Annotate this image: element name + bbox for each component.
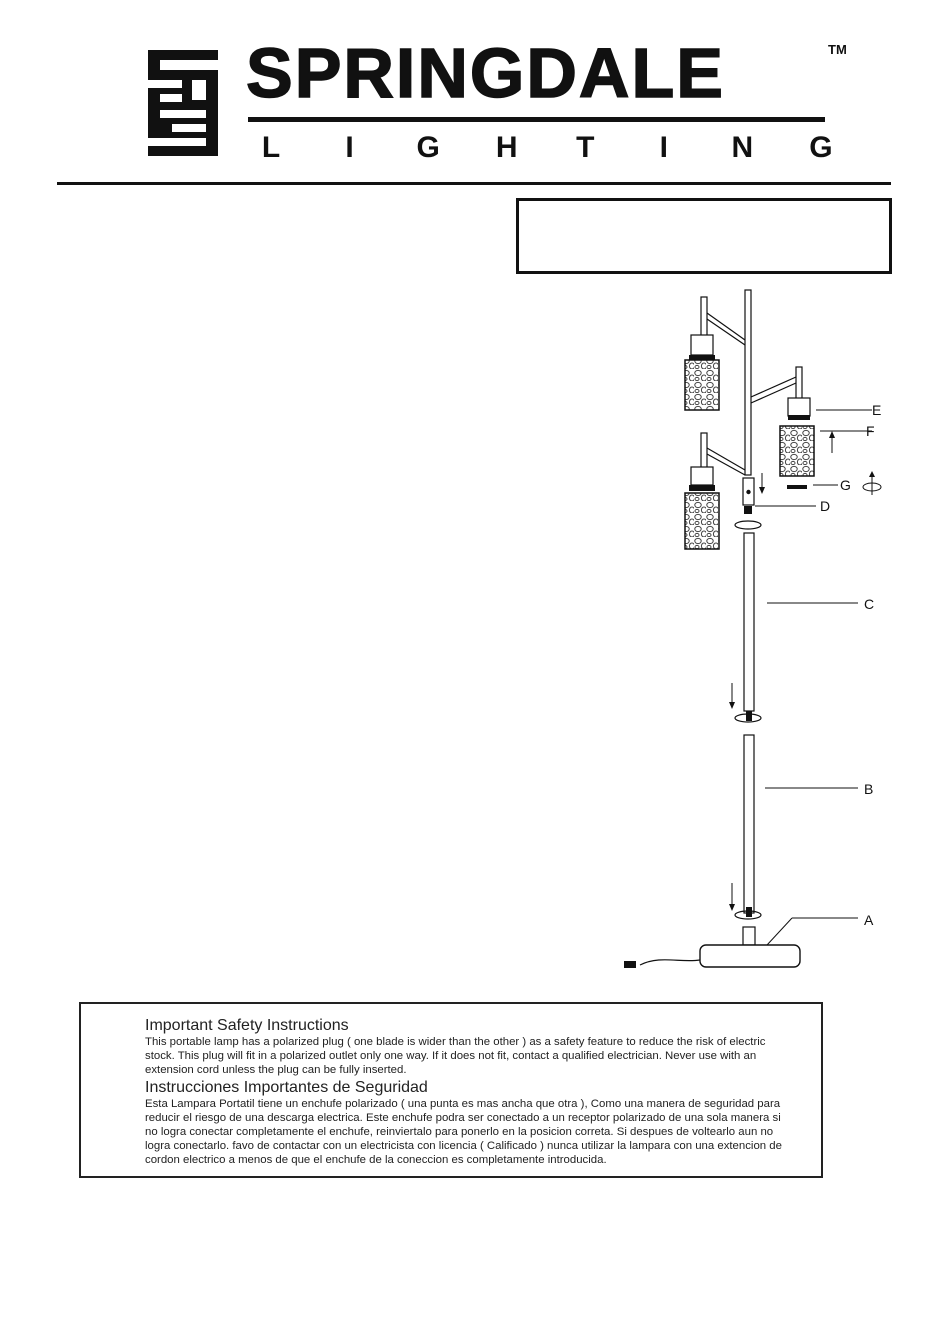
part-label-d: D <box>820 498 831 514</box>
brand-logo-mark <box>148 50 218 156</box>
model-number-box <box>516 198 892 274</box>
power-cord <box>640 960 700 965</box>
pole-section-c <box>744 533 754 711</box>
brand-name: SPRINGDALE <box>246 34 725 112</box>
plug <box>624 961 636 968</box>
part-label-b: B <box>864 781 874 797</box>
brand-subtitle-letter: T <box>576 131 595 164</box>
part-label-a: A <box>864 912 874 928</box>
glass-shade-lower-left <box>685 493 719 549</box>
socket-upper-left <box>691 335 713 355</box>
safety-instructions-box <box>79 1002 823 1178</box>
shade-ring <box>787 485 807 489</box>
lamp-assembly-diagram <box>610 285 900 975</box>
brand-subtitle-letter: G <box>809 131 833 164</box>
brand-trademark: TM <box>828 42 847 57</box>
brand-subtitle-letter: I <box>659 131 668 164</box>
safety-body-english: This portable lamp has a polarized plug ( one blade is wider than the other ) as a safety feature to reduce the risk of electric stock. This plug will fit in a polarized outlet only one way. If it does not fit, contact a qualified electrician. Never use with an extension cord unless the plug can be fully inserted. <box>145 1036 766 1077</box>
upper-pole <box>745 290 751 475</box>
part-label-e: E <box>872 402 882 418</box>
safety-heading-spanish: Instrucciones Importantes de Seguridad <box>145 1078 428 1096</box>
header-divider <box>57 182 891 185</box>
socket-right <box>788 398 810 416</box>
brand-subtitle <box>256 132 836 164</box>
socket-ring <box>689 485 715 491</box>
safety-body-spanish: Esta Lampara Portatil tiene un enchufe polarizado ( una punta es mas ancha que otra ), Como una manera de seguridad para reducir el riesgo de una descarga electrica. Este enchufe podra ser conectado a un receptor polarizado de una sola manera si no logra conectar completamente el enchufe, reinviertalo para ponerlo en la posicion correta. Si despues de voltearlo aun no logra conectarlo. favo de contactar con un electricista con licencia ( Calificado ) nunca utilizar la lampara con una extencion de cordon electrico a menos de que el enchufe de la coneccion es completamente introducida. <box>145 1097 782 1167</box>
brand-subtitle-letter: N <box>731 131 754 164</box>
socket-ring <box>788 415 810 420</box>
brand-subtitle-letter: L <box>261 131 281 164</box>
part-label-g: G <box>840 477 851 493</box>
part-label-f: F <box>866 423 875 439</box>
pole-section-b <box>744 735 754 913</box>
brand-subtitle-letter: G <box>416 131 440 164</box>
glass-shade-right <box>780 426 814 476</box>
brand-underline <box>248 117 825 122</box>
lamp-base <box>700 945 800 967</box>
safety-heading-english: Important Safety Instructions <box>145 1017 349 1034</box>
brand-subtitle-letter: H <box>495 131 518 164</box>
part-label-c: C <box>864 596 875 612</box>
socket-lower-left <box>691 467 713 485</box>
glass-shade-upper-left <box>685 360 719 410</box>
brand-subtitle-letter: I <box>345 131 354 164</box>
